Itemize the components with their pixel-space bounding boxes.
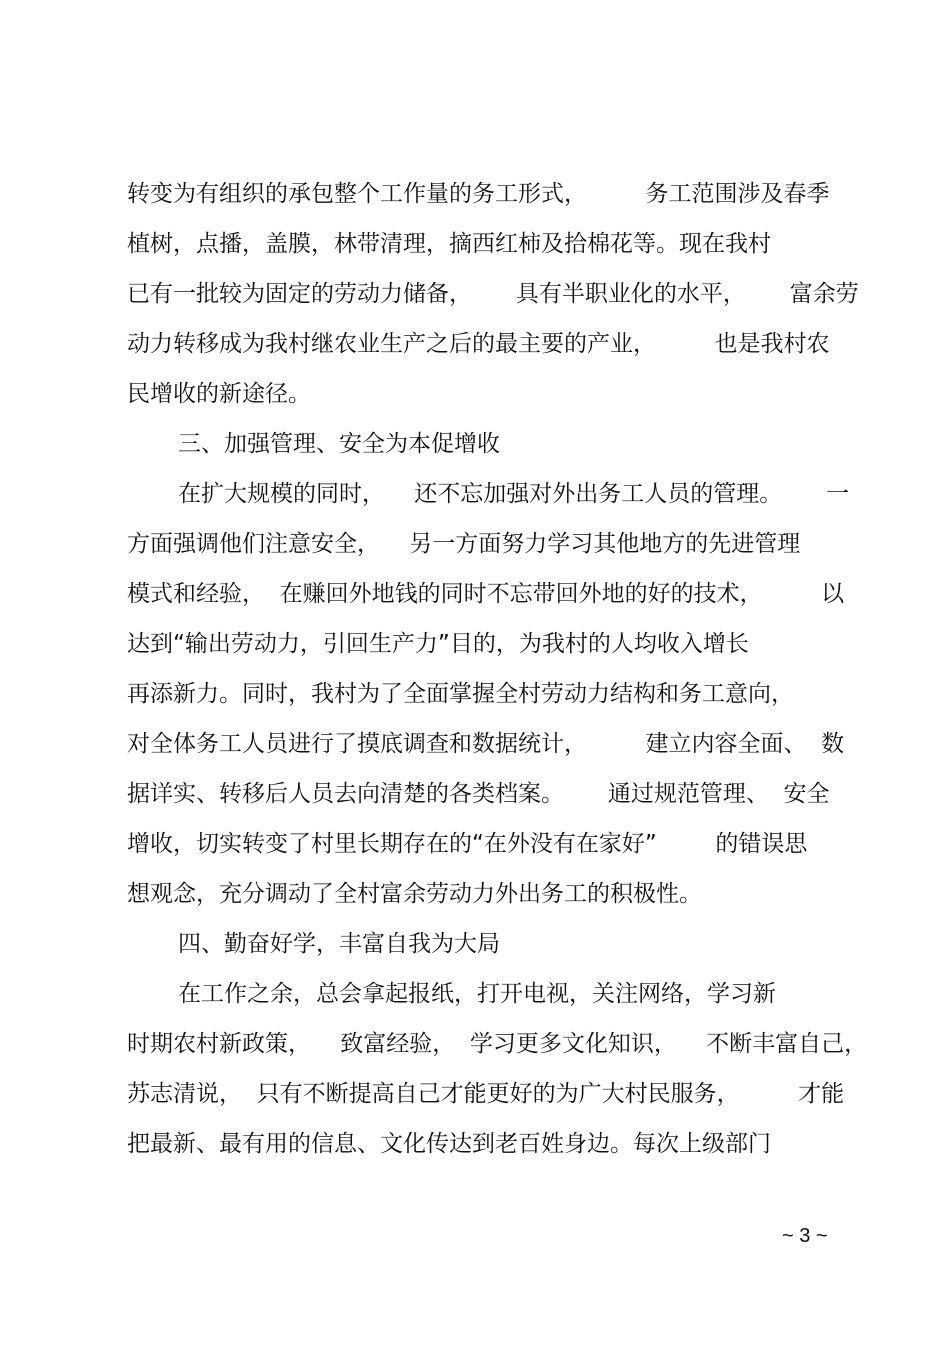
text-line-11: 再添新力。同时，我村为了全面掌握全村劳动力结构和务工意向， xyxy=(127,681,794,707)
text-line-8: 方面强调他们注意安全， 另一方面努力学习其他地方的先进管理 xyxy=(127,531,801,557)
text-line-7: 在扩大规模的同时， 还不忘加强对外出务工人员的管理。 一 xyxy=(178,481,850,507)
text-line-15: 想观念，充分调动了全村富余劳动力外出务工的积极性。 xyxy=(127,881,702,907)
section-heading-4: 四、勤奋好学，丰富自我为大局 xyxy=(178,931,500,957)
text-line-5: 民增收的新途径。 xyxy=(127,381,311,407)
text-line-9: 模式和经验， 在赚回外地钱的同时不忘带回外地的好的技术， 以 xyxy=(127,581,845,607)
text-line-4: 动力转移成为我村继农业生产之后的最主要的产业， 也是我村农 xyxy=(127,331,830,357)
text-line-13: 据详实、转移后人员去向清楚的各类档案。 通过规范管理、 安全 xyxy=(127,781,830,807)
text-line-2: 植树，点播，盖膜，林带清理，摘西红柿及拾棉花等。现在我村 xyxy=(127,231,771,257)
text-line-18: 时期农村新政策， 致富经验， 学习更多文化知识， 不断丰富自己， xyxy=(127,1031,868,1057)
text-line-17: 在工作之余，总会拿起报纸，打开电视，关注网络，学习新 xyxy=(178,981,776,1007)
text-line-3: 已有一批较为固定的劳动力储备， 具有半职业化的水平， 富余劳 xyxy=(127,281,859,307)
text-line-10: 达到“输出劳动力，引回生产力”目的，为我村的人均收入增长 xyxy=(127,631,749,657)
page-number: ~ 3 ~ xyxy=(782,1225,828,1247)
text-line-20: 把最新、最有用的信息、文化传达到老百姓身边。每次上级部门 xyxy=(127,1131,771,1157)
text-line-19: 苏志清说， 只有不断提高自己才能更好的为广大村民服务， 才能 xyxy=(127,1081,845,1107)
text-line-14: 增收，切实转变了村里长期存在的“在外没有在家好” 的错误思 xyxy=(127,831,808,857)
section-heading-3: 三、加强管理、安全为本促增收 xyxy=(178,431,500,457)
text-line-12: 对全体务工人员进行了摸底调查和数据统计， 建立内容全面、 数 xyxy=(127,731,845,757)
text-line-1: 转变为有组织的承包整个工作量的务工形式， 务工范围涉及春季 xyxy=(127,181,830,207)
